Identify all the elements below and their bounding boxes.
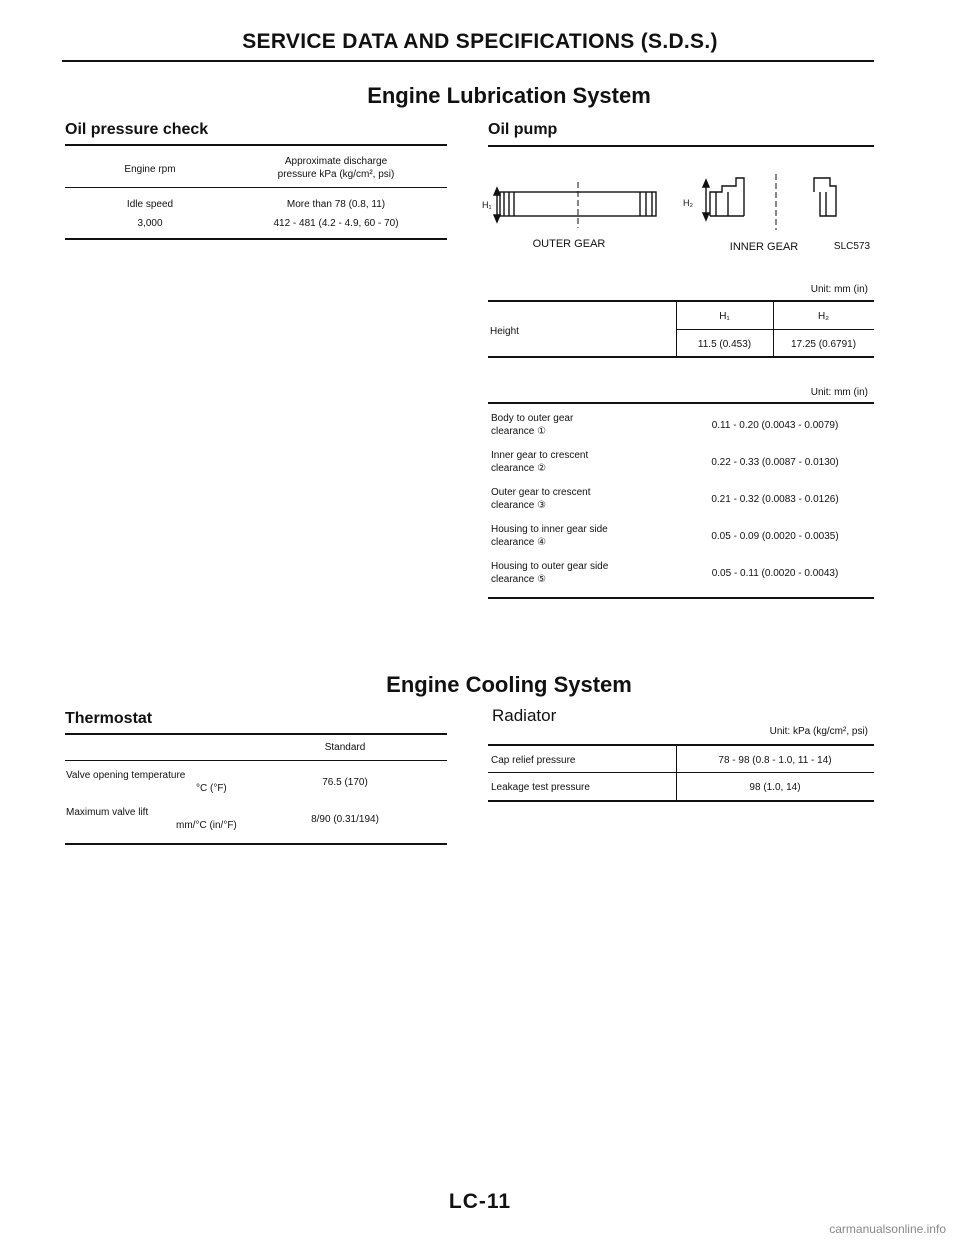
height-table-mid-rule — [676, 329, 874, 330]
oil-pressure-row1-value: More than 78 (0.8, 11) — [286, 199, 386, 210]
clearance-row1-value: 0.11 - 0.20 (0.0043 - 0.0079) — [711, 420, 839, 431]
clearance-row4-label — [491, 523, 608, 549]
height-table-bottom-rule — [488, 356, 874, 358]
radiator-row2-value: 98 (1.0, 14) — [749, 782, 801, 793]
thermostat-row2-line2: mm/°C (in/°F) — [176, 820, 237, 831]
radiator-row2-label: Leakage test pressure — [491, 782, 590, 793]
radiator-unit: Unit: kPa (kg/cm², psi) — [769, 726, 868, 737]
oil-pump-title: Oil pump — [488, 121, 558, 138]
height-table-unit: Unit: mm (in) — [810, 284, 868, 295]
watermark-link[interactable]: carmanualsonline.info — [829, 1222, 946, 1236]
oil-pressure-row1-rpm: Idle speed — [126, 199, 174, 210]
clearance-row3-label — [491, 486, 591, 512]
oil-pressure-col2-header-line2: pressure kPa (kg/cm², psi) — [277, 169, 395, 180]
oil-pressure-row2-value: 412 - 481 (4.2 - 4.9, 60 - 70) — [273, 218, 399, 229]
clearance-row4-value: 0.05 - 0.09 (0.0020 - 0.0035) — [711, 531, 839, 542]
radiator-title: Radiator — [492, 706, 557, 725]
thermostat-row1-label — [66, 769, 266, 795]
clearance-table-bottom-rule — [488, 597, 874, 599]
clearance-row1-line1: Body to outer gear — [491, 413, 574, 424]
radiator-row1-value: 78 - 98 (0.8 - 1.0, 11 - 14) — [718, 755, 832, 766]
clearance-row3-line1: Outer gear to crescent — [491, 487, 591, 498]
thermostat-row1-line1: Valve opening temperature — [66, 770, 186, 781]
oil-pressure-title: Oil pressure check — [65, 121, 209, 138]
clearance-row3-line2: clearance ③ — [491, 500, 547, 511]
clearance-row5-line1: Housing to outer gear side — [491, 561, 609, 572]
figure-code: SLC573 — [833, 241, 871, 252]
thermostat-col-header: Standard — [324, 742, 366, 753]
clearance-row1-line2: clearance ① — [491, 426, 547, 437]
thermostat-bottom-rule — [65, 843, 447, 845]
oil-pressure-col2-header — [236, 155, 436, 181]
h2-label: H₂ — [683, 198, 693, 208]
clearance-table-top-rule — [488, 402, 874, 404]
cooling-section-title: Engine Cooling System — [386, 672, 632, 697]
thermostat-title: Thermostat — [65, 710, 153, 727]
clearance-row2-line2: clearance ② — [491, 463, 547, 474]
height-row-label: Height — [490, 326, 519, 337]
radiator-mid-rule — [488, 772, 874, 773]
radiator-row1-label: Cap relief pressure — [491, 755, 576, 766]
thermostat-header-rule — [65, 760, 447, 761]
clearance-row5-line2: clearance ⑤ — [491, 574, 547, 585]
page-number: LC-11 — [448, 1190, 512, 1213]
thermostat-row2-line1: Maximum valve lift — [66, 807, 149, 818]
lubrication-section-title: Engine Lubrication System — [367, 83, 651, 108]
radiator-bottom-rule — [488, 800, 874, 802]
clearance-row2-line1: Inner gear to crescent — [491, 450, 589, 461]
oil-pressure-header-rule — [65, 187, 447, 188]
inner-gear-label: INNER GEAR — [729, 241, 799, 253]
clearance-row4-line2: clearance ④ — [491, 537, 547, 548]
clearance-row5-value: 0.05 - 0.11 (0.0020 - 0.0043) — [711, 568, 839, 579]
oil-pressure-col1-header: Engine rpm — [124, 164, 176, 175]
clearance-table-unit: Unit: mm (in) — [810, 387, 868, 398]
clearance-row2-value: 0.22 - 0.33 (0.0087 - 0.0130) — [711, 457, 839, 468]
oil-pressure-bottom-rule — [65, 238, 447, 240]
h1-label: H₁ — [482, 200, 492, 210]
outer-gear-figure — [482, 182, 656, 228]
thermostat-row2-value: 8/90 (0.31/194) — [311, 814, 379, 825]
clearance-row5-label — [491, 560, 608, 586]
thermostat-row1-line2: °C (°F) — [196, 783, 227, 794]
clearance-row3-value: 0.21 - 0.32 (0.0083 - 0.0126) — [711, 494, 839, 505]
height-value-h2: 17.25 (0.6791) — [790, 339, 857, 350]
header-rule — [62, 60, 874, 62]
oil-pressure-row2-rpm: 3,000 — [137, 218, 163, 229]
radiator-top-rule — [488, 744, 874, 746]
thermostat-row1-value: 76.5 (170) — [322, 777, 368, 788]
clearance-row1-label — [491, 412, 573, 438]
height-value-h1: 11.5 (0.453) — [697, 339, 752, 350]
height-header-h1: H₁ — [719, 311, 730, 322]
thermostat-row2-label — [66, 806, 266, 832]
page-header-title: SERVICE DATA AND SPECIFICATIONS (S.D.S.) — [242, 30, 718, 53]
oil-pump-top-rule — [488, 145, 874, 147]
oil-pressure-col2-header-line1: Approximate discharge — [284, 156, 388, 167]
height-table-top-rule — [488, 300, 874, 302]
clearance-row4-line1: Housing to inner gear side — [491, 524, 608, 535]
oil-pressure-top-rule — [65, 144, 447, 146]
outer-gear-label: OUTER GEAR — [532, 238, 606, 250]
height-header-h2: H₂ — [817, 311, 830, 322]
clearance-row2-label — [491, 449, 588, 475]
inner-gear-figure — [683, 174, 836, 230]
thermostat-top-rule — [65, 733, 447, 735]
oil-pump-gear-diagram — [480, 168, 880, 268]
